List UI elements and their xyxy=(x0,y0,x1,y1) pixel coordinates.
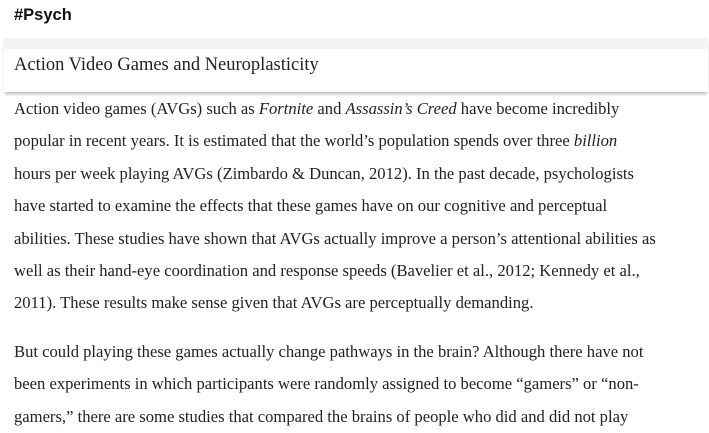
paragraph-line: 2011). These results make sense given that AVGs are perceptually demanding. xyxy=(14,293,534,313)
game-title-assassins-creed: Assassin’s Creed xyxy=(345,99,457,118)
paragraph-line: abilities. These studies have shown that AVGs actually improve a person’s attentional abilities as xyxy=(14,228,656,248)
text-run: have become incredibly xyxy=(456,99,620,118)
paragraph-line xyxy=(14,125,706,157)
text-run: and xyxy=(313,99,346,118)
paragraph-line xyxy=(14,93,706,125)
game-title-fortnite: Fortnite xyxy=(258,99,314,118)
article-title: Action Video Games and Neuroplasticity xyxy=(14,55,319,75)
text-run: popular in recent years. It is estimated that the world’s population spends over three xyxy=(14,131,574,151)
paragraph-line: been experiments in which participants were randomly assigned to become “gamers” or “non- xyxy=(14,374,639,394)
emphasis-billion: billion xyxy=(573,131,618,151)
article-title-bar xyxy=(4,38,708,92)
paragraph-line: gamers,” there are some studies that compared the brains of people who did and did not play xyxy=(14,406,629,426)
paragraph-1 xyxy=(14,93,706,320)
paragraph-line: But could playing these games actually change pathways in the brain? Although there have not xyxy=(14,342,644,361)
paragraph-line: hours per week playing AVGs (Zimbardo & Duncan, 2012). In the past decade, psychologists xyxy=(14,163,634,183)
paragraph-2 xyxy=(14,336,706,433)
paragraph-line: have started to examine the effects that these games have on our cognitive and perceptual xyxy=(14,196,608,216)
hashtag-label: #Psych xyxy=(14,6,72,24)
paragraph-line: well as their hand-eye coordination and response speeds (Bavelier et al., 2012; Kennedy et al., xyxy=(14,260,640,280)
text-run: Action video games (AVGs) such as xyxy=(14,99,259,118)
